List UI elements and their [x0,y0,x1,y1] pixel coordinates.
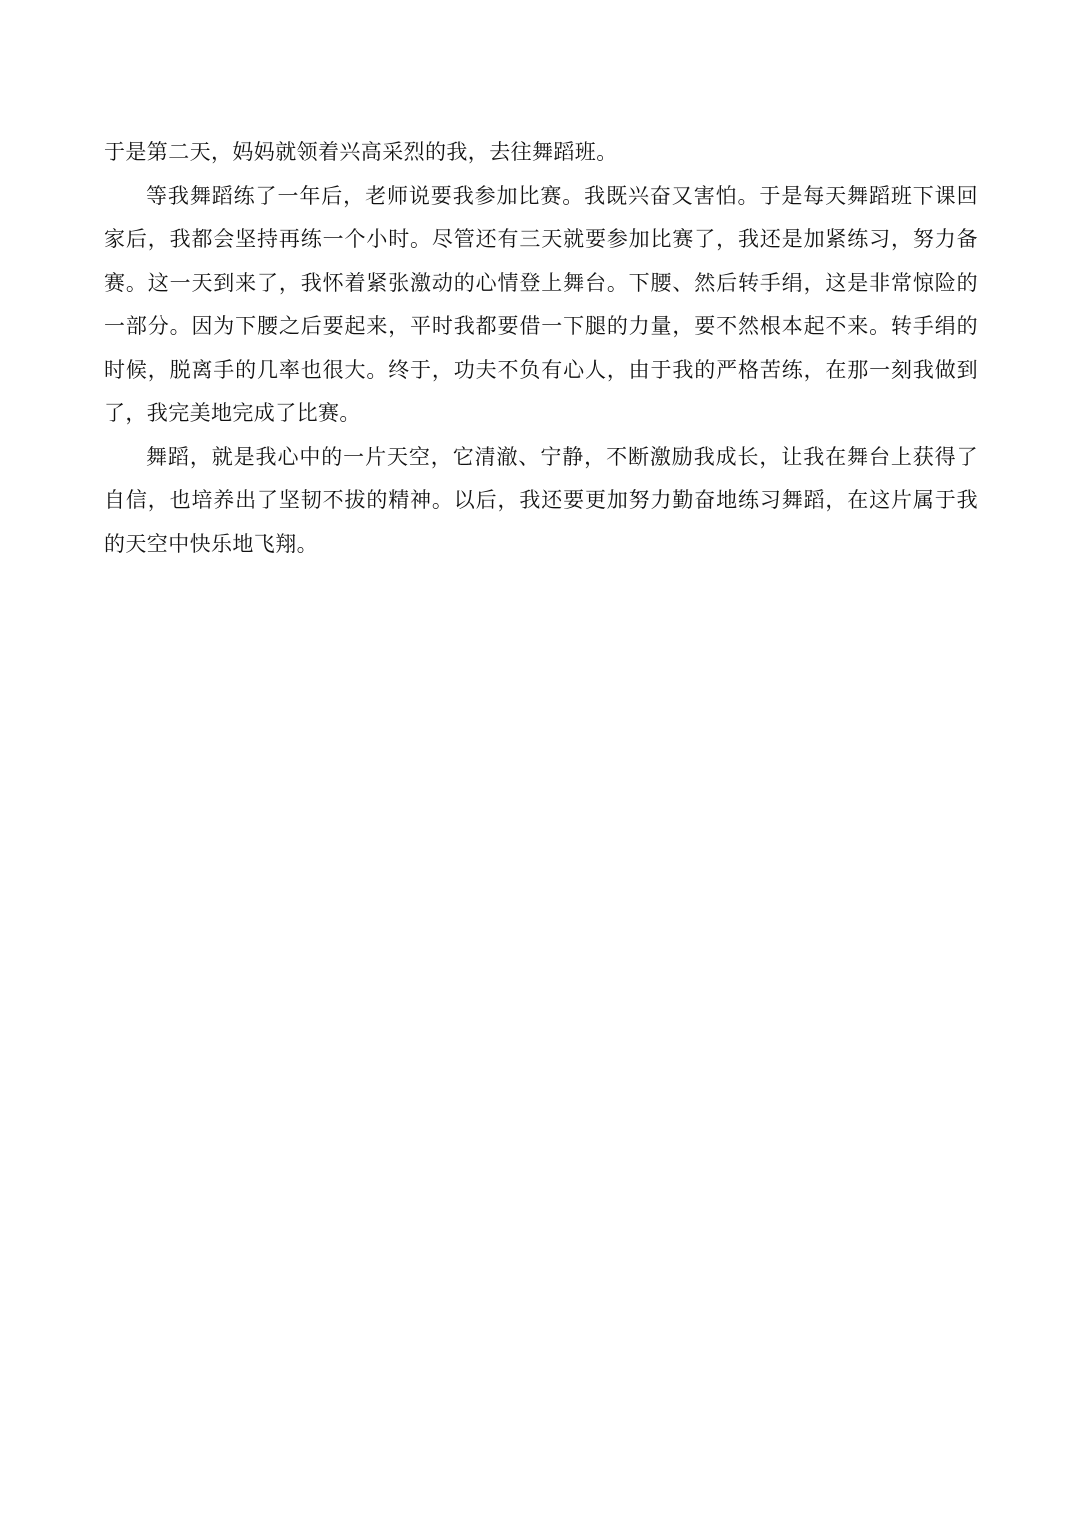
paragraph-2: 等我舞蹈练了一年后，老师说要我参加比赛。我既兴奋又害怕。于是每天舞蹈班下课回家后，我都会坚持再练一个小时。尽管还有三天就要参加比赛了，我还是加紧练习，努力备赛。这一天到来了，我怀着紧张激动的心情登上舞台。下腰、然后转手绢，这是非常惊险的一部分。因为下腰之后要起来，平时我都要借一下腿的力量，要不然根本起不来。转手绢的时候，脱离手的几率也很大。终于，功夫不负有心人，由于我的严格苦练，在那一刻我做到了，我完美地完成了比赛。 [104,183,978,425]
paragraph-1: 于是第二天，妈妈就领着兴高采烈的我，去往舞蹈班。 [104,140,618,164]
essay-body [104,131,978,566]
paragraph-3: 舞蹈，就是我心中的一片天空，它清澈、宁静，不断激励我成长，让我在舞台上获得了自信，也培养出了坚韧不拔的精神。以后，我还要更加努力勤奋地练习舞蹈，在这片属于我的天空中快乐地飞翔。 [104,444,978,556]
